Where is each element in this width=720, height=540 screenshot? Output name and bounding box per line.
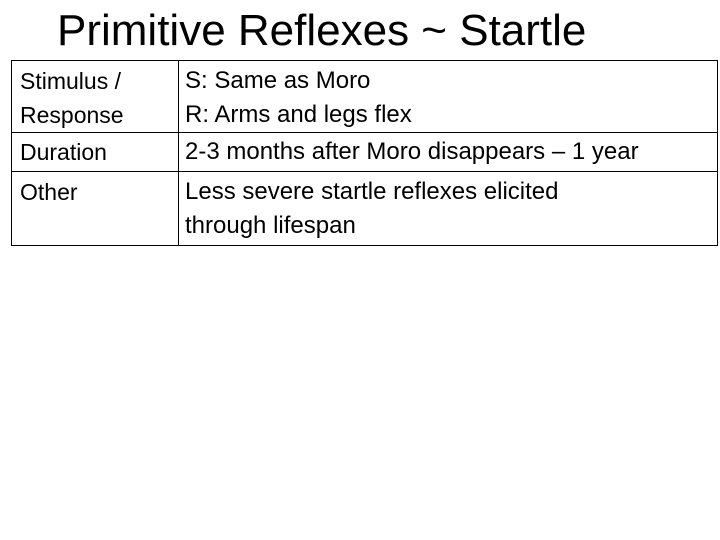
table-row-duration bbox=[12, 133, 718, 172]
row-label-line: Duration bbox=[20, 139, 107, 165]
row-value-stimulus-response bbox=[179, 61, 718, 133]
slide-title: Primitive Reflexes ~ Startle bbox=[57, 6, 587, 55]
row-label-line: Response bbox=[20, 102, 124, 128]
row-label-stimulus-response bbox=[12, 61, 179, 133]
reflex-table bbox=[11, 60, 718, 246]
stimulus-text: S: Same as Moro bbox=[185, 67, 371, 94]
other-text-line: through lifespan bbox=[185, 212, 356, 239]
table-row-other bbox=[12, 172, 718, 246]
row-label-line: Stimulus / bbox=[20, 68, 121, 94]
row-value-duration bbox=[179, 133, 718, 172]
response-text: R: Arms and legs flex bbox=[185, 101, 412, 128]
row-value-other bbox=[179, 172, 718, 246]
row-label-line: Other bbox=[20, 179, 78, 205]
duration-text: 2-3 months after Moro disappears – 1 year bbox=[185, 138, 639, 165]
other-text-line: Less severe startle reflexes elicited bbox=[185, 178, 559, 205]
table-row-stimulus-response bbox=[12, 61, 718, 133]
row-label-other bbox=[12, 172, 179, 246]
row-label-duration bbox=[12, 133, 179, 172]
